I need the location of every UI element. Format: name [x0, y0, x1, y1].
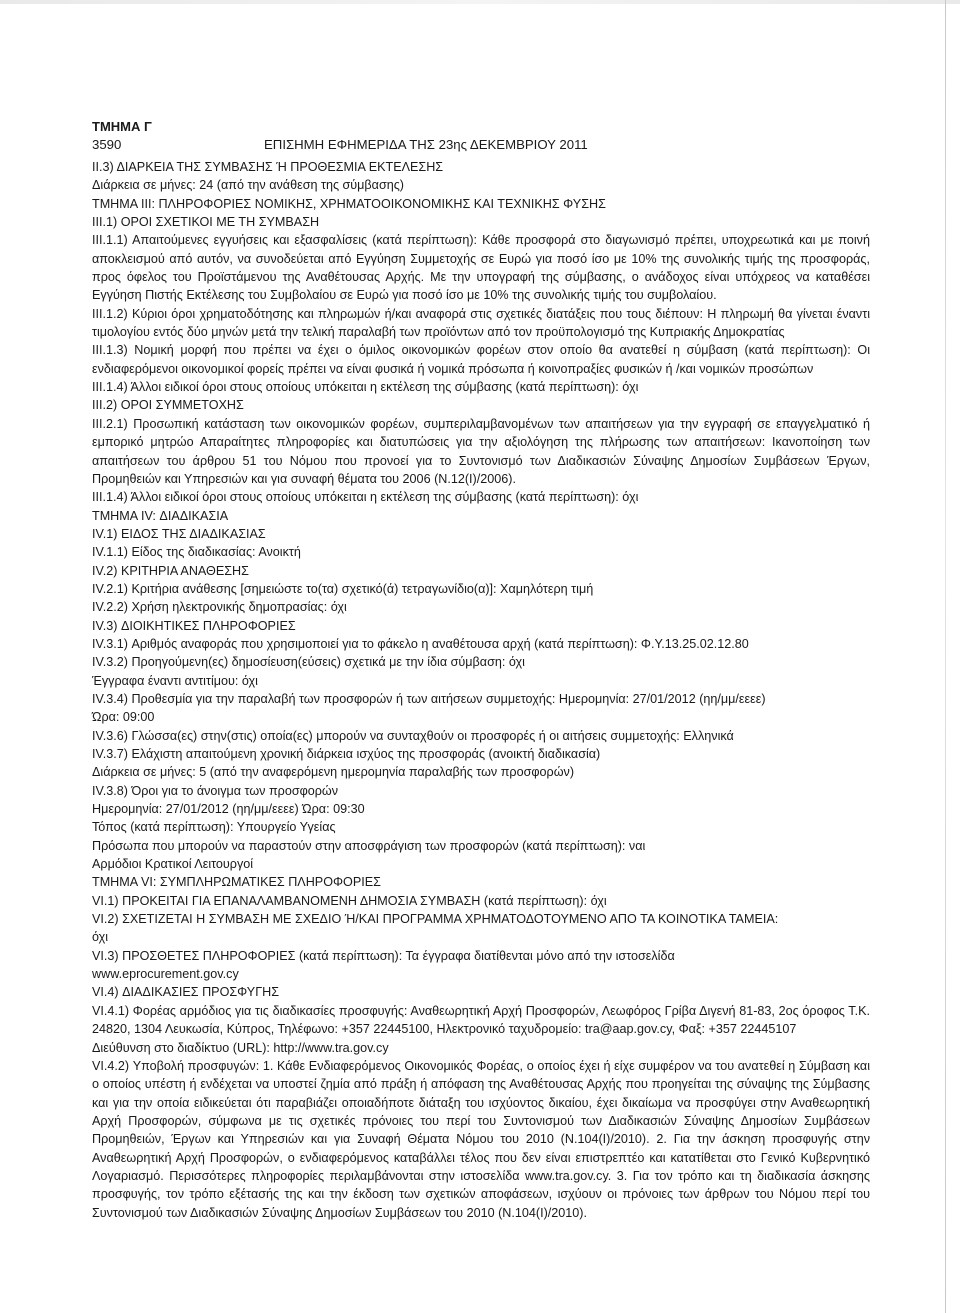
line-iv-2-1: IV.2.1) Κριτήρια ανάθεσης [σημειώστε το(τα) σχετικό(ά) τετραγωνίδιο(α)]: Χαμηλότερη τιμή	[92, 581, 594, 596]
line-iv-2-2: IV.2.2) Χρήση ηλεκτρονικής δημοπρασίας: όχι	[92, 600, 347, 615]
para-vi-4-1: VI.4.1) Φορέας αρμόδιος για τις διαδικασίες προσφυγής: Αναθεωρητική Αρχή Προσφορών, Λεωφόρος Γρίβα Διγενή 81-83, 2ος όροφος Τ.Κ. 24820, 1304 Λευκωσία, Κύπρος, Τηλέφωνο: +357 22445100, Ηλεκτρονικό ταχυδρομείο: tra@aap.gov.cy, Φαξ: +357 22445107	[92, 1003, 870, 1037]
line-review-url: Διεύθυνση στο διαδίκτυο (URL): http://www.tra.gov.cy	[92, 1040, 389, 1055]
line-iv-1-1: IV.1.1) Είδος της διαδικασίας: Ανοικτή	[92, 545, 301, 560]
link-eprocurement[interactable]: www.eprocurement.gov.cy	[92, 967, 239, 982]
line-validity-months: Διάρκεια σε μήνες: 5 (από την αναφερόμενη ημερομηνία παραλαβής των προσφορών)	[92, 765, 575, 780]
line-vi-2: VI.2) ΣΧΕΤΙΖΕΤΑΙ Η ΣΥΜΒΑΣΗ ΜΕ ΣΧΕΔΙΟ Ή/ΚΑΙ ΠΡΟΓΡΑΜΜΑ ΧΡΗΜΑΤΟΔΟΤΟΥΜΕΝΟ ΑΠΟ ΤΑ ΚΟΙΝΟΤΙΚΑ ΤΑΜΕΙΑ:	[92, 912, 779, 927]
line-vi-2-answer: όχι	[92, 930, 109, 945]
para-iii-1-2: ΙΙΙ.1.2) Κύριοι όροι χρηματοδότησης και πληρωμών ή/και αναφορά στις σχετικές διατάξεις που τους διέπουν: Η πληρωμή θα γίνεται έναντι τιμολογίου εντός δύο μηνών μετά την τελική παραλαβή των προϊόντων από τον προϋπολογισμό της Κυπριακής Δημοκρατίας	[92, 306, 870, 340]
line-opening-date: Ημερομηνία: 27/01/2012 (ηη/μμ/εεεε) Ώρα: 09:30	[92, 802, 365, 817]
heading-section-iv: ΤΜΗΜΑ IV: ΔΙΑΔΙΚΑΣΙΑ	[92, 508, 229, 523]
heading-section-vi: ΤΜΗΜΑ VI: ΣΥΜΠΛΗΡΩΜΑΤΙΚΕΣ ΠΛΗΡΟΦΟΡΙΕΣ	[92, 875, 381, 890]
line-opening-place: Τόπος (κατά περίπτωση): Υπουργείο Υγείας	[92, 820, 336, 835]
heading-iii-2: ΙΙΙ.2) ΟΡΟΙ ΣΥΜΜΕΤΟΧΗΣ	[92, 398, 244, 413]
para-iii-1-1: ΙΙΙ.1.1) Απαιτούμενες εγγυήσεις και εξασφαλίσεις (κατά περίπτωση): Κάθε προσφορά στο διαγωνισμό πρέπει, υποχρεωτικά και με ποινή αποκλεισμού από αυτόν, να συνοδεύεται από Εγγύηση Συμμετοχής σε Ευρώ για ποσό ίσο με 10% της συνολικής τιμής της προσφοράς, προς όφελος του Προϊστάμενου της Αναθέτουσας Αρχής. Με την υπογραφή της σύμβασης, ο ανάδοχος είναι υπόχρεος να καταθέσει Εγγύηση Πιστής Εκτέλεσης του Συμβολαίου σε Ευρώ για ποσό ίσο με 10% της συνολικής τιμής του συμβολαίου.	[92, 233, 870, 303]
line-officials: Αρμόδιοι Κρατικοί Λειτουργοί	[92, 857, 254, 872]
line-iv-3-1: IV.3.1) Αριθμός αναφοράς που χρησιμοποιεί για το φάκελο η αναθέτουσα αρχή (κατά περίπτωση): Φ.Υ.13.25.02.12.80	[92, 636, 749, 651]
para-iii-1-4: ΙΙΙ.1.4) Άλλοι ειδικοί όροι στους οποίους υπόκειται η εκτέλεση της σύμβασης (κατά περίπτωση): όχι	[92, 380, 639, 395]
para-vi-4-2: VI.4.2) Υποβολή προσφυγών: 1. Κάθε Ενδιαφερόμενος Οικονομικός Φορέας, ο οποίος έχει ή είχε συμφέρον να του ανατεθεί η Σύμβαση και ο οποίος υπέστη ή ενδέχεται να υποστεί ζημία από πράξη ή απόφαση της Αναθέτουσας Αρχής που προηγείται της σύναψης της Σύμβασης και για την οποία ειδικεύεται ότι παραβιάζει οποιαδήποτε διάταξη του ισχύοντος δικαίου, έχει δικαίωμα να προσφύγει στην Αναθεωρητική Αρχή Προσφορών, σύμφωνα με τις σχετικές πρόνοιες του περί του Συντονισμού των Διαδικασιών Σύναψης Δημοσίων Συμβάσεων Προμηθειών, Έργων και Υπηρεσιών και για Συναφή Θέματα Νόμου του 2010 (Ν.104(Ι)/2010). 2. Για την άσκηση προσφυγής στην Αναθεωρητική Αρχή Προσφορών, ο ενδιαφερόμενος καταβάλλει τέλος που δεν είναι επιστρεπτέο και κατατίθεται στο Γενικό Κυβερνητικό Λογαριασμό. Περισσότερες πληροφορίες περιλαμβάνονται στην ιστοσελίδα www.tra.gov.cy. 3. Για τον τρόπο και τη διαδικασία άσκησης προσφυγής, τον τρόπο εξέτασής της και την έκδοση των σχετικών αποφάσεων, ισχύουν οι πρόνοιες των άρθρων του Νόμου περί του Συντονισμού των Διαδικασιών Σύναψης Δημοσίων Συμβάσεων του 2010 (Ν.104(Ι)/2010).	[92, 1058, 870, 1220]
heading-iii-1: ΙΙΙ.1) ΟΡΟΙ ΣΧΕΤΙΚΟΙ ΜΕ ΤΗ ΣΥΜΒΑΣΗ	[92, 215, 320, 230]
document-page	[92, 118, 870, 1222]
line-iv-3-4: IV.3.4) Προθεσμία για την παραλαβή των προσφορών ή των αιτήσεων συμμετοχής: Ημερομηνία: 27/01/2012 (ηη/μμ/εεεε)	[92, 691, 766, 706]
line-time-0900: Ώρα: 09:00	[92, 710, 155, 725]
heading-iv-3: IV.3) ΔΙΟΙΚΗΤΙΚΕΣ ΠΛΗΡΟΦΟΡΙΕΣ	[92, 618, 296, 633]
line-vi-1: VI.1) ΠΡΟΚΕΙΤΑΙ ΓΙΑ ΕΠΑΝΑΛΑΜΒΑΝΟΜΕΝΗ ΔΗΜΟΣΙΑ ΣΥΜΒΑΣΗ (κατά περίπτωση): όχι	[92, 893, 607, 908]
heading-section-iii: ΤΜΗΜΑ ΙΙΙ: ΠΛΗΡΟΦΟΡΙΕΣ ΝΟΜΙΚΗΣ, ΧΡΗΜΑΤΟΟΙΚΟΝΟΜΙΚΗΣ ΚΑΙ ΤΕΧΝΙΚΗΣ ΦΥΣΗΣ	[92, 196, 606, 211]
heading-vi-4: VI.4) ΔΙΑΔΙΚΑΣΙΕΣ ΠΡΟΣΦΥΓΗΣ	[92, 985, 280, 1000]
line-iv-3-6: IV.3.6) Γλώσσα(ες) στην(στις) οποία(ες) μπορούν να συνταχθούν οι προσφορές ή οι αιτήσεις συμμετοχής: Ελληνικά	[92, 728, 734, 743]
duration-months: Διάρκεια σε μήνες: 24 (από την ανάθεση της σύμβασης)	[92, 178, 404, 193]
para-iii-2-1: ΙΙΙ.2.1) Προσωπική κατάσταση των οικονομικών φορέων, συμπεριλαμβανομένων των απαιτήσεων για την εγγραφή σε επαγγελματικό ή εμπορικό μητρώο Απαραίτητες πληροφορίες και διατυπώσεις για την αξιολόγηση της πλήρωσης των απαιτήσεων: Ικανοποίηση των απαιτήσεων του άρθρου 51 του Νόμου που προνοεί για το Συντονισμό των Διαδικασιών Σύναψης Δημοσίων Συμβάσεων Έργων, Προμηθειών και Υπηρεσιών και για συναφή θέματα του 2006 (Ν.12(Ι)/2006).	[92, 416, 870, 486]
scan-right-edge	[945, 0, 946, 1313]
heading-iv-1: IV.1) ΕΙΔΟΣ ΤΗΣ ΔΙΑΔΙΚΑΣΙΑΣ	[92, 526, 266, 541]
line-documents-fee: Έγγραφα έναντι αντιτίμου: όχι	[92, 673, 258, 688]
page-number: 3590	[92, 137, 122, 152]
para-iii-1-3: ΙΙΙ.1.3) Νομική μορφή που πρέπει να έχει ο όμιλος οικονομικών φορέων στον οποίο θα ανατεθεί η σύμβαση (κατά περίπτωση): Οι ενδιαφερόμενοι οικονομικοί φορείς πρέπει να είναι φυσικά ή νομικά πρόσωπα ή κοινοπραξίες φυσικών ή /και νομικών προσώπων	[92, 343, 870, 376]
page-header	[92, 136, 870, 158]
scan-top-edge	[0, 0, 960, 4]
gazette-title: ΕΠΙΣΗΜΗ ΕΦΗΜΕΡΙΔΑ ΤΗΣ 23ης ΔΕΚΕΜΒΡΙΟΥ 2011	[264, 137, 588, 152]
line-opening-persons: Πρόσωπα που μπορούν να παραστούν στην αποσφράγιση των προσφορών (κατά περίπτωση): ναι	[92, 838, 646, 853]
line-iv-3-8: IV.3.8) Όροι για το άνοιγμα των προσφορών	[92, 783, 339, 798]
heading-iv-2: IV.2) ΚΡΙΤΗΡΙΑ ΑΝΑΘΕΣΗΣ	[92, 563, 249, 578]
heading-contract-duration: ΙΙ.3) ΔΙΑΡΚΕΙΑ ΤΗΣ ΣΥΜΒΑΣΗΣ Ή ΠΡΟΘΕΣΜΙΑ ΕΚΤΕΛΕΣΗΣ	[92, 160, 444, 174]
line-iv-3-7: IV.3.7) Ελάχιστη απαιτούμενη χρονική διάρκεια ισχύος της προσφοράς (ανοικτή διαδικασία)	[92, 747, 601, 761]
line-vi-3: VI.3) ΠΡΟΣΘΕΤΕΣ ΠΛΗΡΟΦΟΡΙΕΣ (κατά περίπτωση): Τα έγγραφα διατίθενται μόνο από την ιστοσελίδα	[92, 948, 675, 963]
section-label: ΤΜΗΜΑ Γ	[92, 119, 152, 134]
para-iii-1-4-repeat: ΙΙΙ.1.4) Άλλοι ειδικοί όροι στους οποίους υπόκειται η εκτέλεση της σύμβασης (κατά περίπτωση): όχι	[92, 490, 639, 505]
line-iv-3-2: IV.3.2) Προηγούμενη(ες) δημοσίευση(εύσεις) σχετικά με την ίδια σύμβαση: όχι	[92, 655, 525, 670]
